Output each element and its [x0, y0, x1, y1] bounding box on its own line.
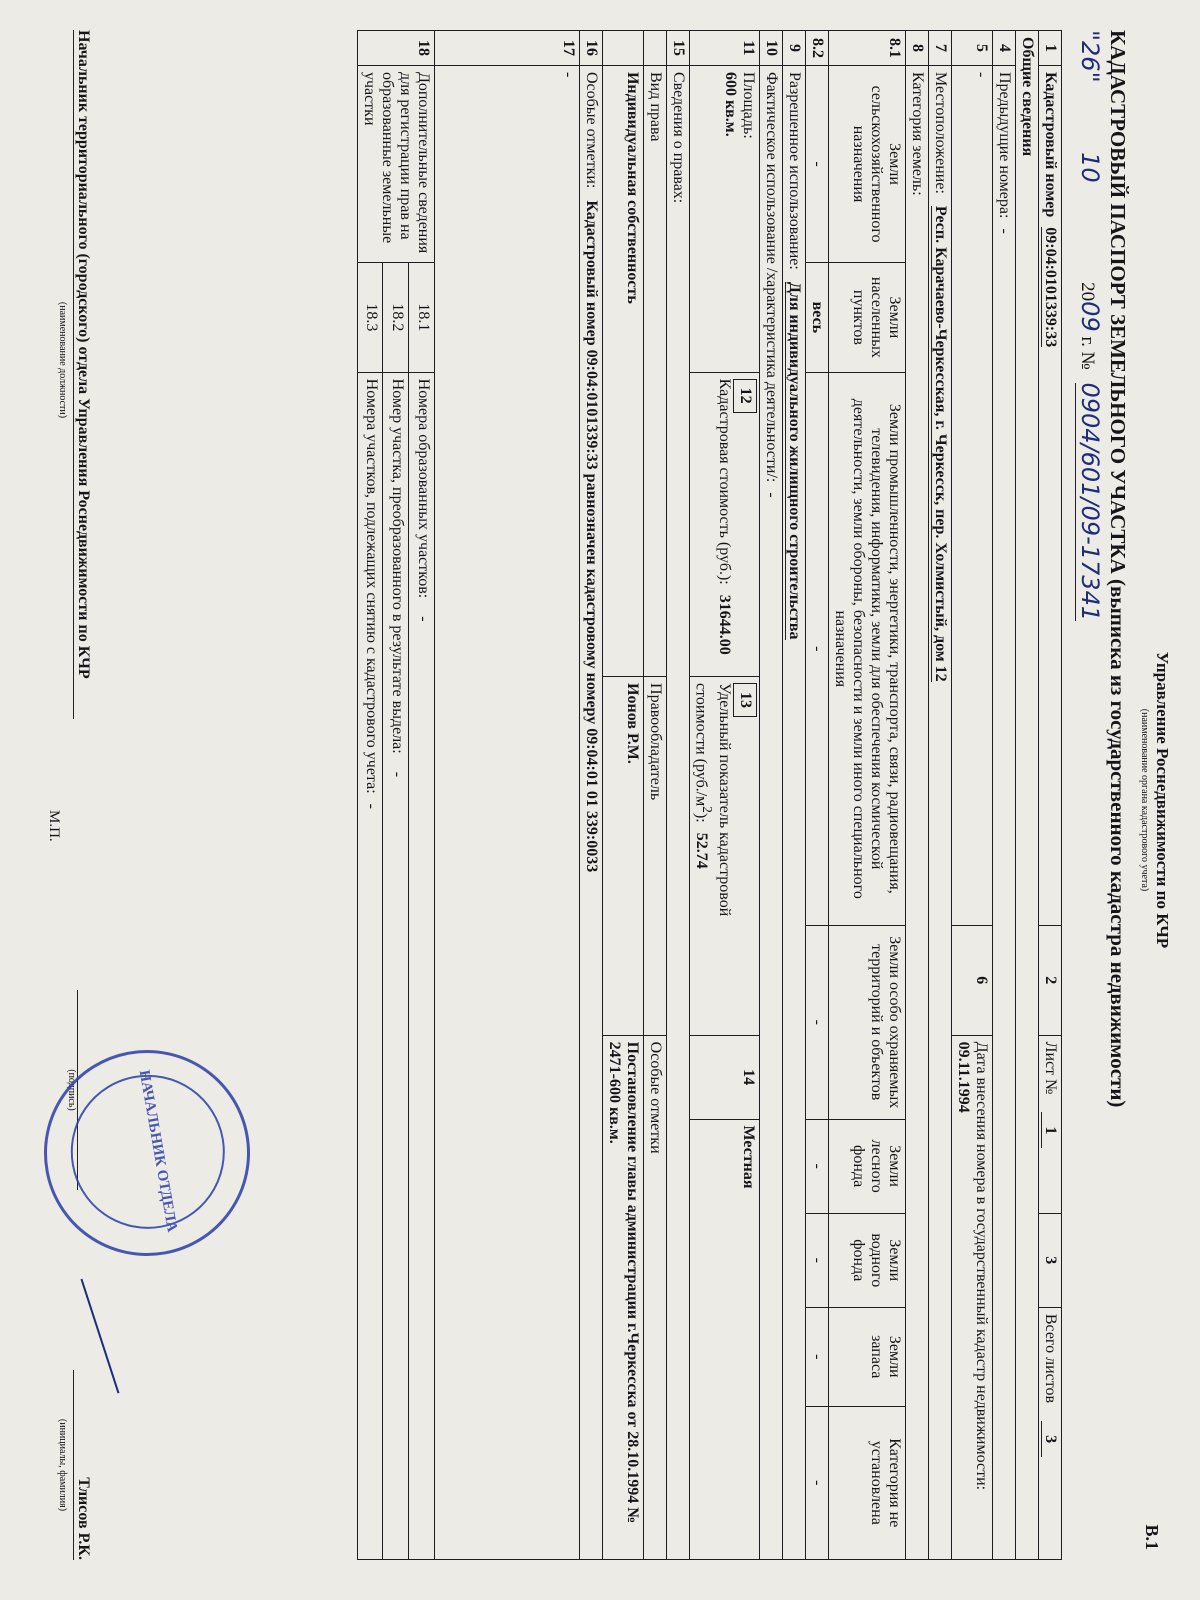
additional-item [357, 372, 383, 1559]
rights-header-row [643, 31, 666, 1560]
sub-number: 18.3 [357, 263, 383, 373]
row-number: 4 [993, 31, 1016, 66]
signatory-name-note: (инициалы, фамилия) [57, 1418, 68, 1512]
previous-numbers-value: - [996, 228, 1013, 234]
additional-item-label: Номера образованных участков: [414, 378, 432, 599]
row-number: 14 [689, 1035, 759, 1119]
row-number: 7 [929, 31, 952, 66]
category-value: - [806, 65, 829, 262]
category-cell: Земли особо охраняемых территорий и объектов [829, 925, 906, 1119]
special-notes-cell [579, 65, 602, 1559]
actual-use-cell [760, 65, 783, 1559]
location-value: Респ. Карачаево-Черкесская, г. Черкесск, пер. Холмистый, дом 12 [932, 205, 949, 682]
cadastral-number-cell [1039, 65, 1062, 925]
row-number: 1 [1039, 31, 1062, 66]
row-4 [993, 31, 1016, 1560]
registration-date-value: 09.11.1994 [955, 1041, 972, 1113]
actual-use-value: - [763, 492, 780, 498]
specific-cost-label: Удельный показатель кадастровой стоимости (руб./м [692, 683, 733, 917]
row-number: 13 [733, 683, 757, 717]
agency-note: (наименование органа кадастрового учета) [1139, 708, 1150, 892]
category-value: - [806, 1119, 829, 1213]
right-type: Индивидуальная собственность [602, 65, 643, 676]
row-number: 8.1 [829, 31, 906, 66]
cadastral-number-label: Кадастровый номер [1042, 71, 1059, 218]
additional-item [383, 372, 409, 1559]
rights-header: Особые отметки [643, 1035, 666, 1559]
category-cell: Земли сельскохозяйственного назначения [829, 65, 906, 262]
row-number: 9 [783, 31, 806, 66]
row-5-value: - [952, 65, 993, 925]
specific-cost-value: 52.74 [692, 832, 710, 869]
permitted-use-label: Разрешенное использование: [786, 71, 803, 270]
signatory-position-note: (наименование должности) [57, 301, 68, 419]
general-info-row [1016, 31, 1039, 1560]
row-11 [689, 31, 759, 1560]
row-number: 17 [434, 31, 579, 66]
additional-item-value: - [414, 616, 432, 622]
cadastral-cost-value: 31644.00 [716, 594, 733, 655]
sheet-number-cell [1039, 1035, 1062, 1213]
document-title: КАДАСТРОВЫЙ ПАСПОРТ ЗЕМЕЛЬНОГО УЧАСТКА (выписка из государственного кадастра недвижимости) [1106, 30, 1130, 1108]
permitted-use-value: Для индивидуального жилищного строительства [786, 281, 803, 640]
sub-number: 18.1 [409, 263, 435, 373]
signature-block [32, 30, 92, 1570]
row-8-2 [806, 31, 829, 1560]
date-year-suffix: 09 [1076, 301, 1104, 332]
previous-numbers-cell [993, 65, 1016, 1559]
sheet-label: Лист № [1042, 1041, 1059, 1095]
sub-number: 18.2 [383, 263, 409, 373]
additional-item-value: - [363, 803, 381, 809]
signatory-name: Тлисов Р.К. [73, 1370, 92, 1560]
category-cell: Категория не установлена [829, 1406, 906, 1559]
form-code: В.1 [1142, 1524, 1162, 1550]
specific-cost-label-tail: ): [692, 812, 710, 823]
signatory-position: Начальник территориального (городского) отдела Управления Роснедвижимости по КЧР [73, 30, 92, 719]
stamp-place: М.П. [46, 810, 62, 842]
row-8 [906, 31, 929, 1560]
row-number: 16 [579, 31, 602, 66]
rights-header: Вид права [643, 65, 666, 676]
additional-item-value: - [389, 771, 407, 778]
general-info-title: Общие сведения [1016, 31, 1039, 1560]
category-value: - [806, 925, 829, 1119]
right-notes: Постановление главы администрации г.Черкесска от 28.10.1994 № 2471-600 кв.м. [602, 1035, 643, 1559]
category-cell: Земли лесного фонда [829, 1119, 906, 1213]
previous-numbers-label: Предыдущие номера: [996, 71, 1013, 219]
land-category-label: Категория земель: [906, 65, 929, 1559]
handwritten-signature [80, 1266, 157, 1393]
row-8-1 [829, 31, 906, 1560]
registration-date-cell [952, 1035, 993, 1559]
row-16 [579, 31, 602, 1560]
total-sheets-label: Всего листов [1042, 1313, 1059, 1404]
document-number: 0904/601/09-17341 [1076, 382, 1104, 622]
total-sheets-cell [1039, 1307, 1062, 1559]
category-cell: Земли промышленности, энергетики, транспорта, связи, радиовещания, телевидения, информатики, земли для обеспечения космической деятельности, земли обороны, безопасности и земли иного специального назначения [829, 372, 906, 925]
category-value: весь [806, 263, 829, 373]
sheet-value: 1 [1041, 1112, 1059, 1148]
category-cell: Земли водного фонда [829, 1213, 906, 1307]
rights-label: Сведения о правах: [666, 65, 689, 1559]
row-number: 5 [952, 31, 993, 66]
row-9 [783, 31, 806, 1560]
permitted-use-cell [783, 65, 806, 1559]
date-month: 10 [1076, 152, 1104, 183]
location-cell [929, 65, 952, 1559]
row-15 [666, 31, 689, 1560]
area-cell [689, 65, 759, 372]
specific-cost-cell [689, 677, 759, 1036]
category-value: - [806, 1406, 829, 1559]
category-cell: Земли населенных пунктов [829, 263, 906, 373]
date-suffix: г. № [1077, 336, 1098, 370]
rights-value-row [602, 31, 643, 1560]
seal-text: НАЧАЛЬНИК ОТДЕЛА [135, 1068, 180, 1234]
additional-item-label: Номер участка, преобразованного в результате выдела: [389, 378, 407, 754]
category-value: - [806, 1213, 829, 1307]
category-value: - [806, 1307, 829, 1406]
additional-item [409, 372, 435, 1559]
row-number: 3 [1039, 1213, 1062, 1307]
passport-table [357, 30, 1062, 1560]
additional-info-label: Дополнительные сведения для регистрации прав на образованные земельные участки [357, 65, 434, 262]
location-label: Местоположение: [932, 71, 949, 194]
local-value: Местная [689, 1119, 759, 1559]
area-value: 600 кв.м. [722, 71, 739, 137]
area-label: Площадь: [740, 71, 757, 139]
special-notes-value: Кадастровый номер 09:04:0101339:33 равнозначен кадастровому номеру 09:04:01 01 339:0033 [582, 200, 600, 873]
row-number: 2 [1039, 925, 1062, 1035]
row-number: 8.2 [806, 31, 829, 66]
row-number: 10 [760, 31, 783, 66]
row-17 [434, 31, 579, 1560]
issue-date-line [1076, 30, 1104, 621]
row-1 [1039, 31, 1062, 1560]
cadastral-number: 09:04:0101339:33 [1042, 227, 1059, 348]
row-number: 12 [733, 379, 757, 413]
date-year-prefix: 20 [1077, 282, 1098, 302]
registration-date-label: Дата внесения номера в государственный кадастр недвижимости: [973, 1041, 990, 1491]
category-value: - [806, 372, 829, 925]
row-number: 8 [906, 31, 929, 66]
special-notes-label: Особые отметки: [582, 71, 600, 189]
rights-header: Правообладатель [643, 677, 666, 1036]
cadastral-cost-cell [689, 372, 759, 676]
specific-cost-sup: 2 [700, 806, 715, 813]
right-holder: Ионов Р.М. [602, 677, 643, 1036]
row-5 [952, 31, 993, 1560]
row-number: 6 [952, 925, 993, 1035]
cadastral-passport [20, 30, 1180, 1570]
row-7 [929, 31, 952, 1560]
actual-use-label: Фактическое использование /характеристика деятельности/: [763, 71, 780, 483]
signature-note: (подпись) [66, 990, 78, 1190]
row-17-value: - [434, 65, 579, 1559]
additional-item-label: Номера участков, подлежащих снятию с кадастрового учета: [363, 378, 381, 794]
agency-name: Управление Роснедвижимости по КЧР [1153, 651, 1172, 949]
category-cell: Земли запаса [829, 1307, 906, 1406]
row-number: 11 [689, 31, 759, 66]
row-18-1 [409, 31, 435, 1560]
row-number: 15 [666, 31, 689, 66]
cadastral-cost-label: Кадастровая стоимость (руб.): [716, 378, 733, 585]
total-sheets-value: 3 [1041, 1421, 1059, 1457]
date-day: "26" [1076, 30, 1104, 83]
row-10 [760, 31, 783, 1560]
row-number: 18 [357, 31, 434, 66]
